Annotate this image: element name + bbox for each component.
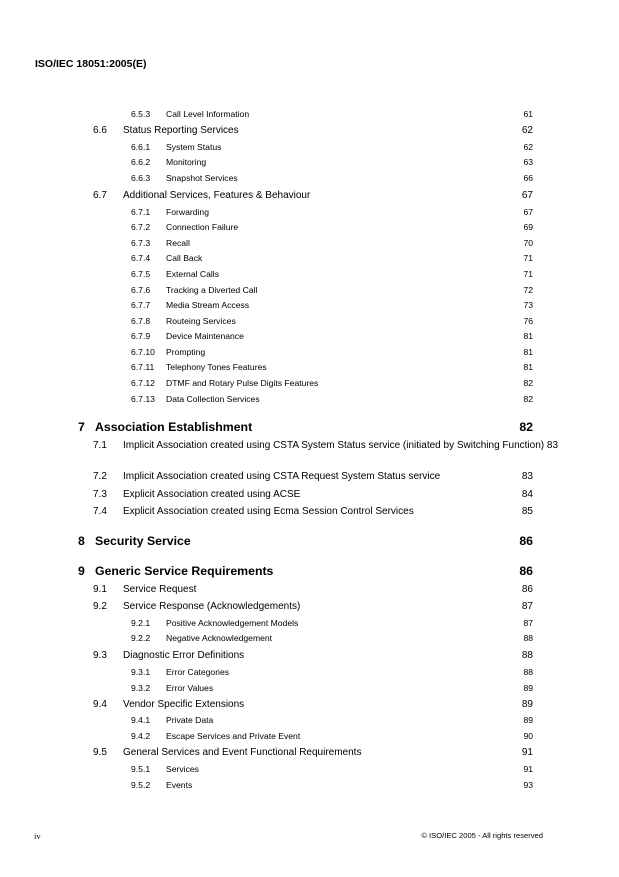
toc-entry-number: 6.7.12 — [131, 378, 155, 388]
toc-entry-page: 81 — [523, 362, 533, 372]
toc-entry-number: 6.6.2 — [131, 157, 151, 167]
toc-entry-number: 9.3.1 — [131, 667, 151, 677]
toc-entry-number: 9.1 — [93, 584, 107, 595]
toc-entry-page: 91 — [521, 747, 533, 758]
toc-entry-number: 7.4 — [93, 506, 107, 517]
toc-entry-number: 9.5 — [93, 747, 107, 758]
toc-entry-number: 9.3.2 — [131, 683, 151, 693]
toc-entry-title[interactable]: Association Establishment — [95, 420, 253, 434]
toc-entry-title[interactable]: Services — [166, 764, 199, 774]
toc-entry-page: 72 — [523, 285, 533, 295]
toc-entry-title[interactable]: Private Data — [166, 715, 214, 725]
toc-entry-page: 87 — [521, 601, 533, 612]
toc-entry-page: 69 — [523, 222, 533, 232]
toc-entry-title[interactable]: Vendor Specific Extensions — [123, 699, 245, 710]
toc-entry-number: 9.5.1 — [131, 764, 151, 774]
toc-entry-page: 71 — [523, 269, 533, 279]
toc-entry-title[interactable]: Additional Services, Features & Behaviour — [123, 190, 311, 201]
toc-entry-page: 70 — [523, 238, 533, 248]
toc-entry-number: 9.2.2 — [131, 633, 151, 643]
toc-entry-number: 9 — [78, 564, 85, 578]
toc-entry-page: 76 — [523, 316, 533, 326]
toc-entry-title[interactable]: Telephony Tones Features — [166, 362, 267, 372]
toc-entry-page: 61 — [523, 109, 533, 119]
toc-entry-number: 6.7.2 — [131, 222, 151, 232]
toc-entry-number: 6.7.8 — [131, 316, 151, 326]
toc-entry-title[interactable]: Prompting — [166, 347, 206, 357]
toc-entry-title[interactable]: Status Reporting Services — [123, 125, 239, 136]
toc-entry-page: 82 — [523, 378, 533, 388]
toc-entry-number: 6.7.1 — [131, 207, 151, 217]
toc-entry-page: 71 — [523, 253, 533, 263]
toc-entry-number: 6.7.3 — [131, 238, 151, 248]
toc-entry-title[interactable]: Explicit Association created using ACSE — [123, 489, 301, 500]
toc-entry-title[interactable]: Positive Acknowledgement Models — [166, 618, 299, 628]
toc-entry-page: 88 — [523, 633, 533, 643]
toc-entry-title[interactable]: Tracking a Diverted Call — [166, 285, 258, 295]
toc-entry-title[interactable]: System Status — [166, 142, 222, 152]
toc-entry-number: 6.7.10 — [131, 347, 155, 357]
toc-entry-number: 6.7.5 — [131, 269, 151, 279]
toc-entry-page: 87 — [523, 618, 533, 628]
toc-entry-page: 82 — [523, 394, 533, 404]
toc-entry-title[interactable]: Connection Failure — [166, 222, 239, 232]
toc-entry-number: 7.1 — [93, 440, 107, 451]
toc-entry-title[interactable]: External Calls — [166, 269, 220, 279]
toc-entry-title[interactable]: Snapshot Services — [166, 173, 238, 183]
toc-entry-title[interactable]: Media Stream Access — [166, 300, 250, 310]
toc-entry-page: 67 — [523, 207, 533, 217]
toc-entry-number: 9.4.2 — [131, 731, 151, 741]
toc-entry-page: 83 — [521, 471, 533, 482]
toc-entry-title[interactable]: Explicit Association created using Ecma Session Control Services — [123, 506, 414, 517]
toc-entry-number: 9.5.2 — [131, 780, 151, 790]
toc-entry-page: 82 — [519, 420, 533, 434]
toc-entry-number: 6.7.9 — [131, 331, 151, 341]
toc-entry-title[interactable]: Generic Service Requirements — [95, 564, 274, 578]
toc-entry-page: 86 — [519, 534, 533, 548]
toc-entry-number: 9.3 — [93, 650, 107, 661]
toc-entry-title[interactable]: General Services and Event Functional Requirements — [123, 747, 362, 758]
toc-entry-page: 84 — [521, 489, 533, 500]
toc-entry-number: 6.7.13 — [131, 394, 155, 404]
toc-entry-page: 85 — [521, 506, 533, 517]
toc-entry-number: 6.7.6 — [131, 285, 151, 295]
toc-entry-page: 73 — [523, 300, 533, 310]
toc-entry-title[interactable]: Security Service — [95, 534, 191, 548]
toc-entry-number: 6.6.1 — [131, 142, 151, 152]
toc-entry-title[interactable]: Data Collection Services — [166, 394, 260, 404]
toc-entry-page: 62 — [521, 125, 533, 136]
toc-entry-title[interactable]: Routeing Services — [166, 316, 236, 326]
toc-entry-page: 81 — [523, 331, 533, 341]
toc-entry-number: 6.7.11 — [131, 362, 155, 372]
toc-entry-number: 6.7 — [93, 190, 107, 201]
toc-entry-title[interactable]: Events — [166, 780, 193, 790]
copyright-notice: © ISO/IEC 2005 - All rights reserved — [421, 831, 543, 840]
toc-entry-page: 66 — [523, 173, 533, 183]
toc-entry-page: 93 — [523, 780, 533, 790]
toc-entry-number: 8 — [78, 534, 85, 548]
toc-entry-number: 6.7.7 — [131, 300, 151, 310]
toc-entry-number: 6.6.3 — [131, 173, 151, 183]
toc-entry-page: 86 — [519, 564, 533, 578]
toc-entry-title[interactable]: Implicit Association created using CSTA Request System Status service — [123, 471, 441, 482]
toc-entry-title[interactable]: Error Categories — [166, 667, 230, 677]
toc-entry-number: 7.3 — [93, 489, 107, 500]
toc-entry-title[interactable]: Recall — [166, 238, 190, 248]
toc-entry-page: 67 — [521, 190, 533, 201]
toc-entry-title[interactable]: Negative Acknowledgement — [166, 633, 273, 643]
page-number: iv — [34, 831, 41, 841]
toc-entry-page: 63 — [523, 157, 533, 167]
toc-entry-title[interactable]: Service Request — [123, 584, 197, 595]
document-header: ISO/IEC 18051:2005(E) — [35, 58, 147, 70]
toc-entry-title[interactable]: Forwarding — [166, 207, 209, 217]
toc-entry-number: 7 — [78, 420, 85, 434]
toc-entry-page: 91 — [523, 764, 533, 774]
toc-entry-number: 9.2 — [93, 601, 107, 612]
toc-entry-number: 6.5.3 — [131, 109, 151, 119]
toc-entry-number: 9.4 — [93, 699, 107, 710]
toc-entry-title[interactable]: Call Level Information — [166, 109, 250, 119]
toc-entry-number: 7.2 — [93, 471, 107, 482]
toc-entry-page: 88 — [523, 667, 533, 677]
toc-entry-number: 6.7.4 — [131, 253, 151, 263]
toc-entry-title[interactable]: Escape Services and Private Event — [166, 731, 301, 741]
toc-entry-page: 89 — [521, 699, 533, 710]
toc-entry-page: 81 — [523, 347, 533, 357]
toc-entry-page: 88 — [521, 650, 533, 661]
toc-entry-page: 62 — [523, 142, 533, 152]
toc-entry-page: 89 — [523, 683, 533, 693]
toc-entry-title[interactable]: Service Response (Acknowledgements) — [123, 601, 301, 612]
toc-entry-title[interactable]: DTMF and Rotary Pulse Digits Features — [166, 378, 319, 388]
toc-entry-title[interactable]: Implicit Association created using CSTA System Status service (initiated by Switching Function) 83 — [123, 440, 559, 451]
toc-entry-page: 89 — [523, 715, 533, 725]
toc-entry-page: 86 — [521, 584, 533, 595]
toc-entry-page: 90 — [523, 731, 533, 741]
toc-entry-title[interactable]: Device Maintenance — [166, 331, 244, 341]
toc-entry-title[interactable]: Call Back — [166, 253, 203, 263]
toc-entry-title[interactable]: Monitoring — [166, 157, 207, 167]
toc-entry-title[interactable]: Error Values — [166, 683, 214, 693]
toc-entry-title[interactable]: Diagnostic Error Definitions — [123, 650, 245, 661]
toc-entry-number: 6.6 — [93, 125, 107, 136]
toc-entry-number: 9.2.1 — [131, 618, 151, 628]
toc-entry-number: 9.4.1 — [131, 715, 151, 725]
